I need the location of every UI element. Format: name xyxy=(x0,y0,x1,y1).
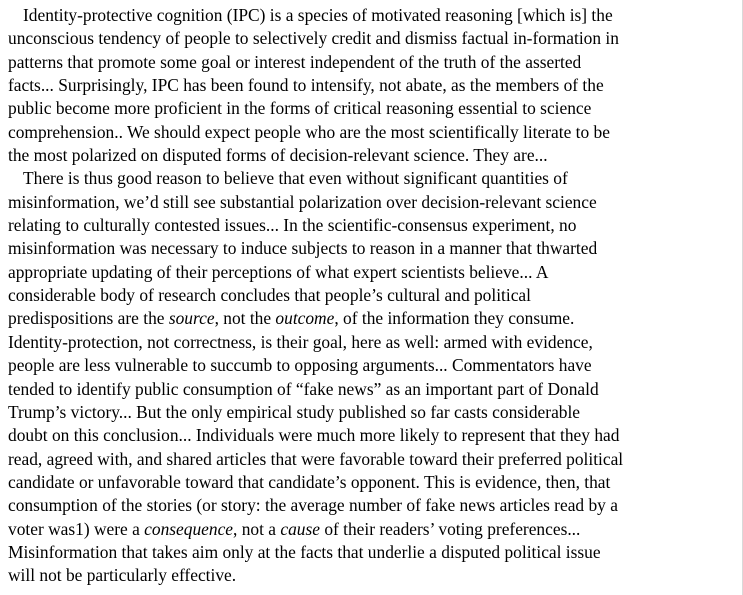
text-line xyxy=(8,518,736,541)
text-segment: misinformation was necessary to induce subjects to reason in a manner that thwarted xyxy=(8,238,598,259)
text-segment: Misinformation that takes aim only at the facts that underlie a disputed political issue xyxy=(8,541,601,562)
text-line xyxy=(8,74,736,97)
text-line xyxy=(8,27,736,50)
text-segment: Identity-protection, not correctness, is their goal, here as well: armed with evidence, xyxy=(8,331,593,352)
text-segment: comprehension.. We should expect people who are the most scientifically literate to be xyxy=(8,121,610,142)
text-segment: tended to identify public consumption of “fake news” as an important part of Donald xyxy=(8,378,599,399)
paragraph xyxy=(8,167,736,587)
text-line xyxy=(8,448,736,471)
text-segment: the most polarized on disputed forms of decision-relevant science. They are... xyxy=(8,145,548,166)
text-segment: , of the information they consume. xyxy=(334,308,575,329)
text-segment: predispositions are the xyxy=(8,308,169,329)
text-segment: appropriate updating of their perceptions of what expert scientists believe... A xyxy=(8,261,549,282)
text-segment: voter was1) were a xyxy=(8,518,145,539)
text-line xyxy=(8,541,736,564)
text-line xyxy=(8,97,736,120)
text-line xyxy=(8,331,736,354)
emphasis-text: consequence xyxy=(144,518,234,539)
emphasis-text: source xyxy=(168,308,215,329)
emphasis-text: outcome xyxy=(275,308,335,329)
text-segment: will not be particularly effective. xyxy=(8,565,237,586)
text-segment: people are less vulnerable to succumb to opposing arguments... Commentators have xyxy=(8,355,592,376)
text-segment: candidate or unfavorable toward that candidate’s opponent. This is evidence, then, that xyxy=(8,471,611,492)
text-segment: considerable body of research concludes that people’s cultural and political xyxy=(8,285,531,306)
text-line xyxy=(8,261,736,284)
paragraph xyxy=(8,4,736,167)
text-line xyxy=(8,494,736,517)
text-segment: , not a xyxy=(233,518,281,539)
text-line xyxy=(8,378,736,401)
text-line xyxy=(8,424,736,447)
text-line xyxy=(8,121,736,144)
text-line xyxy=(8,51,736,74)
text-line xyxy=(8,564,736,587)
text-line xyxy=(8,214,736,237)
text-segment: , not the xyxy=(214,308,276,329)
text-segment: read, agreed with, and shared articles that were favorable toward their preferred political xyxy=(8,448,624,469)
text-line xyxy=(8,307,736,330)
emphasis-text: cause xyxy=(280,518,320,539)
text-segment: patterns that promote some goal or interest independent of the truth of the asserted xyxy=(8,51,582,72)
text-line xyxy=(8,471,736,494)
text-segment: relating to culturally contested issues... In the scientific-consensus experiment, no xyxy=(8,215,577,236)
text-segment: Identity-protective cognition (IPC) is a species of motivated reasoning [which is] the xyxy=(23,5,613,25)
text-segment: There is thus good reason to believe that even without significant quantities of xyxy=(23,168,568,189)
text-line xyxy=(8,354,736,377)
text-line xyxy=(8,401,736,424)
text-line xyxy=(8,237,736,260)
text-segment: misinformation, we’d still see substantial polarization over decision-relevant science xyxy=(8,191,597,212)
text-line xyxy=(8,144,736,167)
text-line xyxy=(8,191,736,214)
text-segment: public become more proficient in the forms of critical reasoning essential to science xyxy=(8,98,592,119)
text-line xyxy=(8,4,736,27)
text-segment: unconscious tendency of people to selectively credit and dismiss factual in-formation in xyxy=(8,28,619,49)
text-segment: doubt on this conclusion... Individuals were much more likely to represent that they had xyxy=(8,425,620,446)
text-segment: of their readers’ voting preferences... xyxy=(319,518,581,539)
text-line xyxy=(8,167,736,190)
document-body xyxy=(8,4,736,588)
text-line xyxy=(8,284,736,307)
text-segment: consumption of the stories (or story: the average number of fake news articles read by a xyxy=(8,495,618,516)
text-segment: facts... Surprisingly, IPC has been found to intensify, not abate, as the members of the xyxy=(8,75,604,96)
text-segment: Trump’s victory... But the only empirical study published so far casts considerable xyxy=(8,401,581,422)
